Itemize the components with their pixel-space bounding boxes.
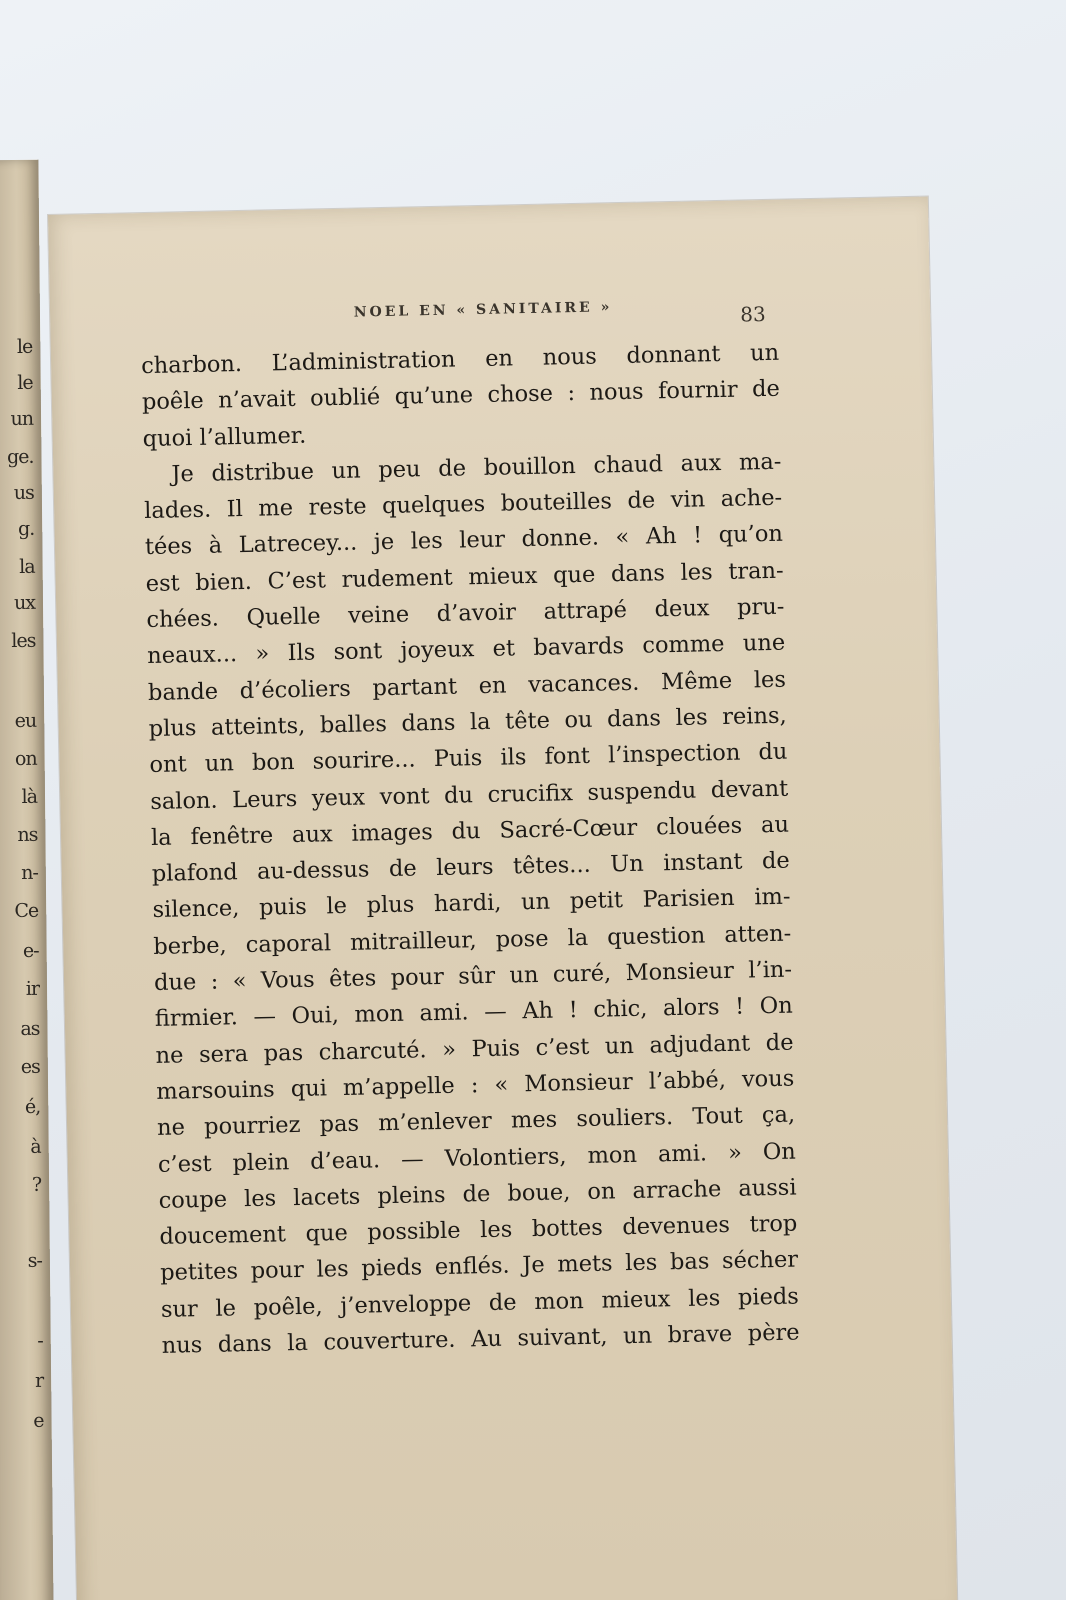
text-line: neaux... » Ils sont joyeux et bavards comme une [146, 630, 786, 670]
left-fragment: s- [27, 1249, 42, 1272]
left-fragment: é, [24, 1095, 41, 1118]
left-fragment: eu [14, 709, 37, 733]
text-line: sur le poêle, j’enveloppe de mon mieux les pieds [160, 1283, 800, 1323]
left-fragment: le [17, 371, 33, 394]
left-fragment: e [33, 1409, 44, 1432]
text-line: Je distribue un peu de bouillon chaud aux ma- [171, 448, 782, 488]
text-line: coupe les lacets pleins de boue, on arrache aussi [158, 1174, 797, 1214]
text-line: plus atteints, balles dans la tête ou dans les reins, [148, 702, 787, 742]
left-fragment: g. [17, 517, 35, 540]
page-number: 83 [739, 301, 766, 327]
text-line: bande d’écoliers partant en vacances. Même les [147, 666, 787, 706]
text-line: silence, puis le plus hardi, un petit Parisien im- [152, 884, 791, 924]
text-line: berbe, caporal mitrailleur, pose la question atten- [153, 920, 792, 960]
left-fragment: le [16, 335, 33, 358]
left-fragment: n- [21, 861, 38, 884]
text-line: marsouins qui m’appelle : « Monsieur l’abbé, vous [156, 1065, 795, 1105]
text-line: est bien. C’est rudement mieux que dans les tran- [145, 557, 784, 597]
text-line: salon. Leurs yeux vont du crucifix suspendu devant [150, 775, 789, 815]
text-line: plafond au-dessus de leurs têtes... Un instant de [151, 847, 790, 888]
left-fragment: ge. [6, 445, 34, 469]
left-fragment: - [37, 1329, 43, 1352]
text-line: quoi l’allumer. [142, 422, 307, 452]
text-line: tées à Latrecey... je les leur donne. « Ah ! qu’on [144, 521, 784, 561]
left-fragment: ux [13, 591, 36, 615]
text-line: doucement que possible les bottes devenues trop [159, 1210, 798, 1251]
book-page [48, 197, 958, 1600]
left-fragment: la [19, 555, 35, 578]
left-fragment: Ce [14, 899, 39, 923]
text-line: ne pourriez pas m’enlever mes souliers. Tout ça, [156, 1101, 796, 1142]
text-line: poêle n’avait oublié qu’une chose : nous fournir de [141, 376, 781, 416]
text-line: c’est plein d’eau. — Volontiers, mon ami. » On [157, 1138, 797, 1178]
text-line: firmier. — Oui, mon ami. — Ah ! chic, alors ! On [154, 992, 793, 1033]
body-text [141, 335, 800, 1364]
text-line: chées. Quelle veine d’avoir attrapé deux pru- [146, 593, 785, 634]
running-head: NOEL EN « SANITAIRE » [353, 299, 613, 321]
text-line: nus dans la couverture. Au suivant, un brave père [161, 1319, 800, 1359]
left-fragment: e- [22, 939, 39, 962]
left-fragment: as [20, 1017, 40, 1040]
previous-page-edge [0, 160, 54, 1600]
left-fragment: là [21, 785, 38, 808]
text-line: charbon. L’administration en nous donnant un [140, 339, 780, 380]
left-fragment: us [13, 481, 34, 505]
text-line: ne sera pas charcuté. » Puis c’est un adjudant de [155, 1029, 794, 1069]
left-fragment: r [34, 1369, 44, 1392]
text-line: lades. Il me reste quelques bouteilles de vin achе- [143, 484, 783, 525]
left-fragment: ns [17, 823, 38, 847]
left-fragment: ir [25, 977, 40, 1000]
text-line: due : « Vous êtes pour sûr un curé, Monsieur l’in- [153, 956, 793, 996]
left-fragment: es [20, 1055, 40, 1078]
left-fragment: à [30, 1135, 41, 1158]
left-fragment: un [10, 407, 34, 431]
left-fragment: ? [31, 1173, 42, 1196]
text-line: petites pour les pieds enflés. Je mets les bas sécher [159, 1246, 799, 1287]
left-fragment: on [14, 747, 37, 771]
text-line: la fenêtre aux images du Sacré-Cœur clouées au [150, 811, 790, 851]
left-fragment: les [11, 629, 36, 653]
text-line: ont un bon sourire... Puis ils font l’inspection du [149, 738, 788, 779]
